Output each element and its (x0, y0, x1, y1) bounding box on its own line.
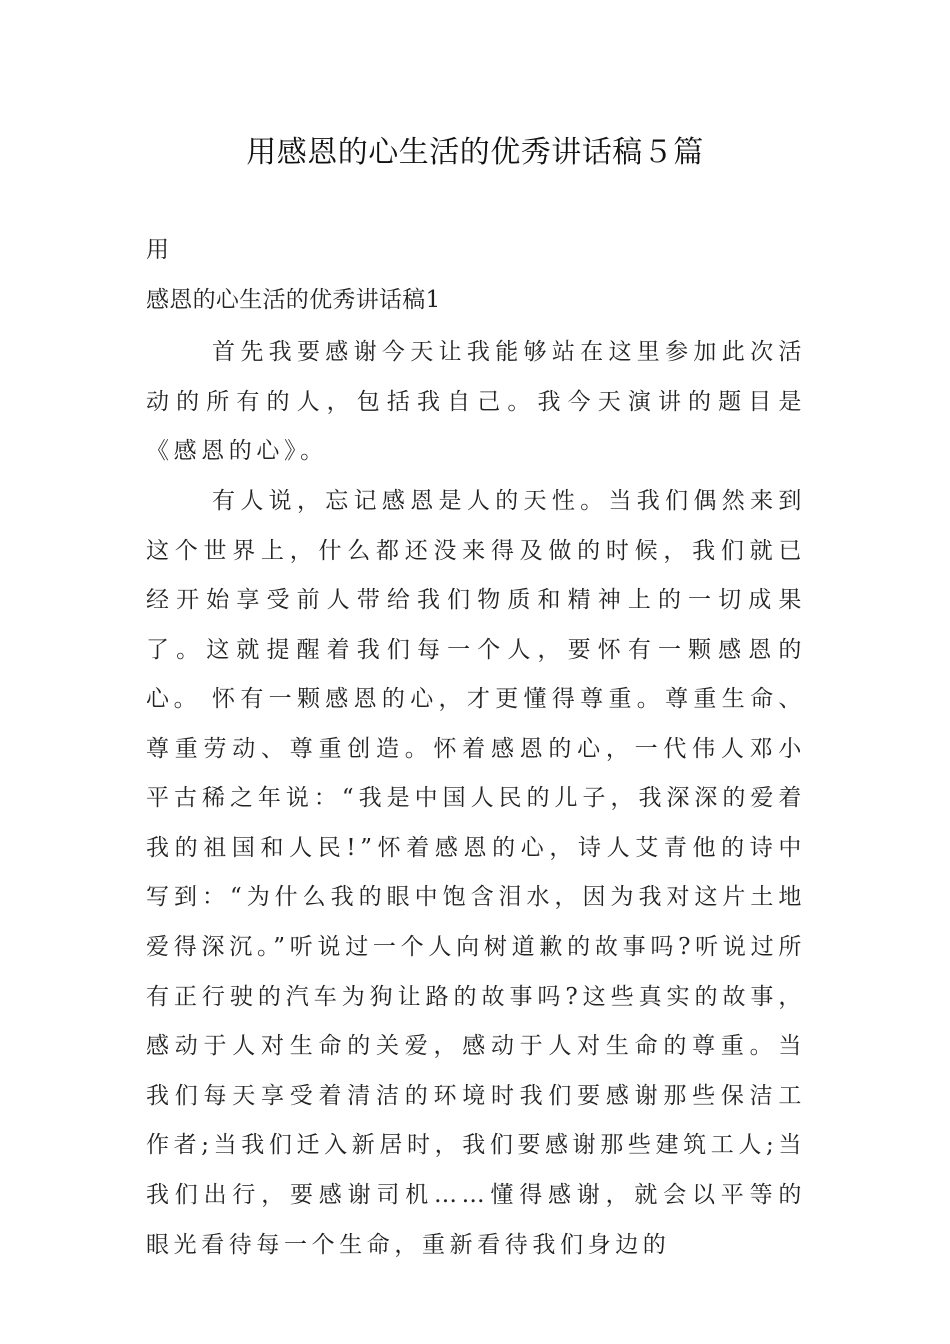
paragraph-1: 首先我要感谢今天让我能够站在这里参加此次活动的所有的人，包括我自己。我今天演讲的题目是《感恩的心》。 (146, 339, 806, 465)
heading-line-2: 感恩的心生活的优秀讲话稿1 (146, 287, 441, 313)
heading-line-1: 用 (146, 237, 169, 263)
paragraph-2: 有人说，忘记感恩是人的天性。当我们偶然来到这个世界上，什么都还没来得及做的时候，我们就已经开始享受前人带给我们物质和精神上的一切成果了。这就提醒着我们每一个人，要怀有一颗感恩的心。 (146, 488, 806, 713)
document-title: 用感恩的心生活的优秀讲话稿５篇 (246, 135, 704, 170)
paragraph-3: 怀有一颗感恩的心，才更懂得尊重。尊重生命、尊重劳动、尊重创造。怀着感恩的心，一代伟人邓小平古稀之年说：“我是中国人民的儿子，我深深的爱着我的祖国和人民!”怀着感恩的心，诗人艾青他的诗中写到：“为什么我的眼中饱含泪水，因为我对这片土地爱得深沉。”听说过一个人向树道歉的故事吗?听说过所有正行驶的汽车为狗让路的故事吗?这些真实的故事，感动于人对生命的关爱，感动于人对生命的尊重。当我们每天享受着清洁的环境时我们要感谢那些保洁工作者;当我们迁入新居时，我们要感谢那些建筑工人;当我们出行，要感谢司机……懂得感谢，就会以平等的眼光看待每一个生命，重新看待我们身边的 (146, 686, 806, 1258)
